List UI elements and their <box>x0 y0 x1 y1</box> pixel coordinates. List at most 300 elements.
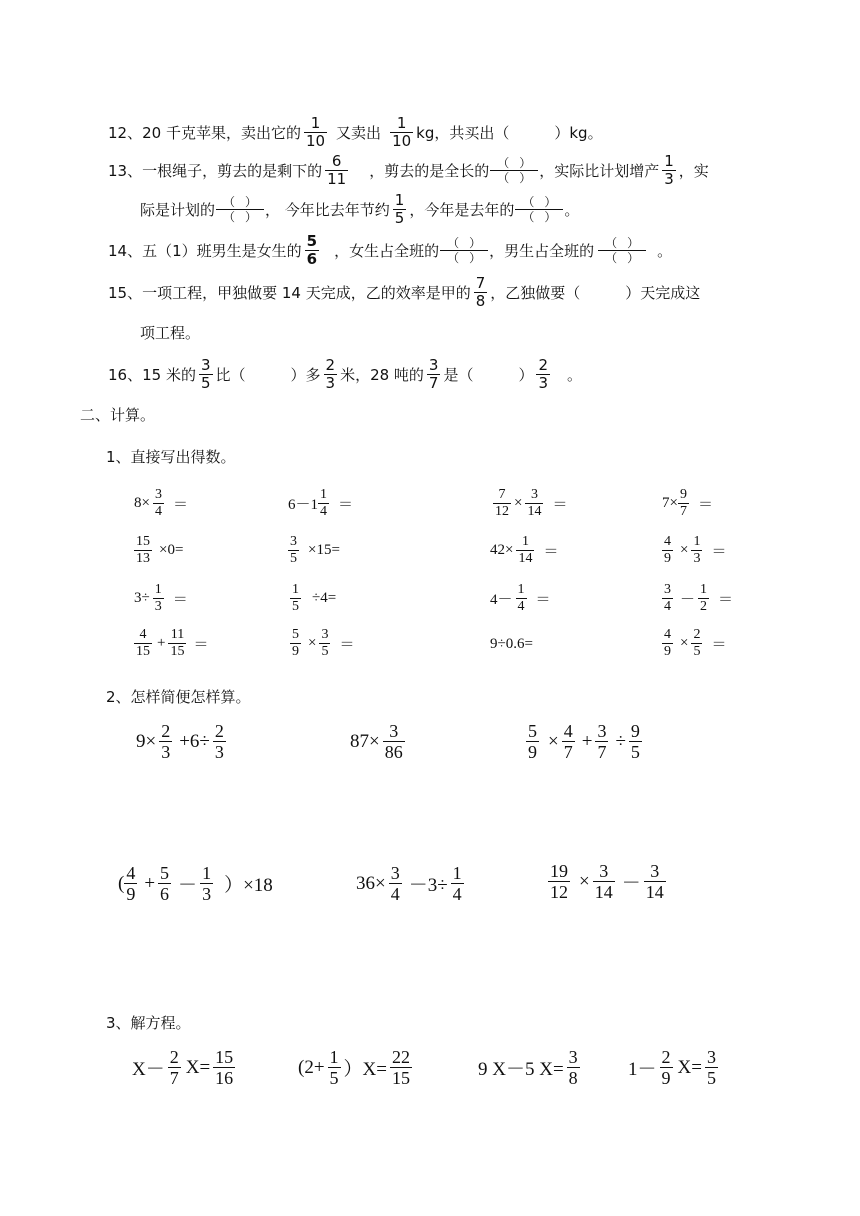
fraction-denominator: 9 <box>664 644 671 659</box>
subheading-equations <box>106 1012 191 1033</box>
math-text: ＝ <box>193 637 209 653</box>
fraction-denominator: 4 <box>664 599 671 614</box>
fraction <box>153 583 164 614</box>
fraction-numerator: 2 <box>693 627 701 642</box>
fraction-denominator: 11 <box>327 170 347 188</box>
section-heading-calc <box>80 404 155 425</box>
direct-item <box>288 535 340 566</box>
fraction-denominator: 5 <box>321 644 329 659</box>
fraction <box>660 1048 673 1087</box>
fraction-numerator: 2 <box>538 356 549 374</box>
fraction <box>200 864 213 903</box>
fraction-numerator: 3 <box>597 721 607 741</box>
fraction-numerator: 19 <box>550 861 568 881</box>
fraction-denominator: 5 <box>706 1068 716 1088</box>
answer-blank-fraction[interactable] <box>517 196 561 223</box>
q12-text-pre: 12、20 千克苹果，卖出它的 <box>108 124 301 142</box>
equation <box>628 1048 721 1087</box>
fraction <box>451 864 464 903</box>
direct-item <box>134 583 188 614</box>
math-text: （ <box>522 210 535 224</box>
fraction-numerator: 7 <box>475 274 486 292</box>
math-text: ） <box>544 195 557 209</box>
fraction-numerator: 9 <box>679 487 687 502</box>
fraction-numerator: 1 <box>396 114 407 132</box>
simplify-expression <box>136 722 229 761</box>
math-text: （ <box>522 195 535 209</box>
math-text: 3÷ <box>134 590 150 606</box>
direct-item <box>290 628 354 659</box>
fraction-numerator: 6 <box>331 152 342 170</box>
answer-blank-fraction[interactable] <box>492 157 536 184</box>
fraction-denominator: 5 <box>394 209 405 227</box>
math-text: 42× <box>490 542 514 558</box>
fraction-denominator: 15 <box>170 644 185 659</box>
question-16 <box>108 358 582 391</box>
fraction <box>213 722 226 761</box>
equation <box>132 1048 238 1087</box>
q13b-text-mid2: ，今年是去年的 <box>409 201 515 219</box>
fraction <box>393 193 407 226</box>
direct-item <box>490 488 567 519</box>
direct-item <box>662 583 733 614</box>
fraction <box>199 358 213 391</box>
fraction-denominator: 6 <box>160 884 170 904</box>
fraction-denominator: 13 <box>136 551 150 566</box>
math-text: （ <box>447 236 460 250</box>
direct-item <box>490 636 533 653</box>
fraction <box>698 583 709 614</box>
fraction-denominator: 15 <box>391 1068 410 1088</box>
fraction <box>390 1048 412 1087</box>
fraction <box>288 535 299 566</box>
simplify-expression <box>356 864 467 903</box>
math-text: + <box>144 872 156 894</box>
fraction-numerator: 2 <box>214 721 224 741</box>
math-text: ）X= <box>343 1059 387 1080</box>
subheading-text: 3、解方程。 <box>106 1014 191 1032</box>
fraction-denominator <box>490 170 538 184</box>
direct-item <box>134 628 208 659</box>
fraction-denominator: 7 <box>169 1068 179 1088</box>
fraction <box>427 358 441 391</box>
answer-blank-fraction[interactable] <box>442 237 486 264</box>
fraction <box>159 722 172 761</box>
fraction-numerator: 3 <box>200 356 211 374</box>
math-text: (2+ <box>298 1056 325 1078</box>
fraction <box>213 1048 235 1087</box>
q13-text-post: ，实 <box>678 162 709 180</box>
fraction-numerator: 3 <box>706 1047 716 1067</box>
fraction-numerator: 1 <box>329 1047 339 1067</box>
math-text: 9 X－5 X= <box>478 1059 564 1080</box>
fraction-denominator: 6 <box>306 250 318 268</box>
math-text: ） <box>245 195 258 209</box>
fraction-denominator: 14 <box>518 551 533 566</box>
q14-text-mid: ，女生占全班的 <box>334 242 440 260</box>
fraction-denominator: 9 <box>126 884 136 904</box>
math-text: 87× <box>350 730 380 752</box>
fraction-numerator <box>520 196 558 209</box>
fraction-denominator: 3 <box>202 884 212 904</box>
fraction <box>526 722 539 761</box>
math-text: （ <box>223 195 236 209</box>
fraction-denominator: 3 <box>693 551 701 566</box>
fraction-numerator: 3 <box>568 1047 578 1067</box>
fraction-numerator <box>603 237 641 250</box>
fraction-numerator <box>495 157 533 170</box>
fraction <box>662 154 676 187</box>
math-text: ＝ <box>172 497 188 513</box>
math-text: ×0= <box>159 542 184 558</box>
fraction-denominator: 4 <box>452 884 462 904</box>
math-text: 9÷0.6= <box>490 636 533 652</box>
math-text: ×15= <box>308 542 340 558</box>
fraction-denominator: 3 <box>214 742 224 762</box>
fraction-denominator: 86 <box>384 742 403 762</box>
fraction-denominator: 5 <box>292 599 299 614</box>
fraction-numerator: 5 <box>306 232 318 250</box>
direct-item <box>134 488 188 519</box>
subheading-simplify <box>106 686 251 707</box>
answer-blank-fraction[interactable] <box>600 237 644 264</box>
fraction <box>662 583 673 614</box>
fraction-denominator: 14 <box>527 504 542 519</box>
q15b-text: 项工程。 <box>140 324 201 342</box>
math-text: 7× <box>662 495 678 511</box>
fraction-numerator: 3 <box>154 487 162 502</box>
question-15-line1 <box>108 276 700 309</box>
fraction <box>134 628 152 659</box>
fraction <box>516 583 527 614</box>
fraction-denominator <box>440 250 488 264</box>
fraction <box>134 535 152 566</box>
fraction <box>319 628 330 659</box>
math-text: ） <box>544 210 557 224</box>
math-text: ÷4= <box>312 590 337 606</box>
fraction-denominator: 9 <box>528 742 537 762</box>
fraction-numerator: 4 <box>126 863 136 883</box>
fraction <box>390 116 413 149</box>
fraction <box>525 488 543 519</box>
fraction <box>705 1048 718 1087</box>
fraction-denominator: 2 <box>700 599 708 614</box>
fraction <box>325 154 348 187</box>
section-title: 二、计算。 <box>80 406 156 424</box>
math-text: × <box>680 635 689 651</box>
fraction-numerator: 1 <box>310 114 321 132</box>
q16-text-mid: 比（ ）多 <box>215 366 321 384</box>
fraction-denominator: 7 <box>597 742 607 762</box>
math-text: ÷ <box>615 730 626 752</box>
fraction-denominator: 3 <box>664 170 674 188</box>
math-text: ＝ <box>711 637 727 653</box>
fraction-numerator: 9 <box>630 721 640 741</box>
fraction-numerator: 4 <box>563 721 573 741</box>
fraction-denominator <box>598 250 646 264</box>
fraction-numerator: 3 <box>321 627 329 642</box>
math-text: （ <box>605 251 618 265</box>
fraction-numerator: 2 <box>169 1047 179 1067</box>
fraction-numerator: 2 <box>325 356 336 374</box>
fraction-denominator: 7 <box>428 374 439 392</box>
fraction <box>678 488 689 519</box>
math-text: ＝ <box>338 497 354 513</box>
fraction-denominator <box>515 209 563 223</box>
fraction-numerator: 2 <box>161 721 171 741</box>
fraction-numerator: 5 <box>528 721 537 741</box>
fraction-numerator: 1 <box>452 863 462 883</box>
math-text: × <box>514 495 523 511</box>
fraction-denominator: 14 <box>645 882 664 902</box>
q16-text-pre: 16、15 米的 <box>108 366 196 384</box>
q13-text-mid2: ，实际比计划增产 <box>539 162 660 180</box>
q15-text-pre: 15、一项工程，甲独做要 14 天完成，乙的效率是甲的 <box>108 284 471 302</box>
fraction-numerator: 1 <box>202 863 212 883</box>
fraction-denominator: 15 <box>136 644 150 659</box>
fraction <box>516 535 534 566</box>
fraction-denominator: 3 <box>161 742 171 762</box>
fraction <box>305 234 319 267</box>
fraction-numerator: 22 <box>391 1047 410 1067</box>
math-text: + <box>157 635 166 651</box>
q14-text-mid2: ，男生占全班的 <box>489 242 595 260</box>
math-text: ） <box>519 156 532 170</box>
fraction-numerator: 3 <box>390 863 400 883</box>
math-text: －3÷ <box>408 875 448 896</box>
math-text: － <box>621 873 641 894</box>
math-text: （ <box>223 210 236 224</box>
fraction-numerator: 1 <box>394 191 405 209</box>
math-text: ） <box>469 251 482 265</box>
fraction-denominator: 16 <box>215 1068 234 1088</box>
fraction-denominator <box>216 209 264 223</box>
math-text: 36× <box>356 872 386 894</box>
fraction-numerator: 4 <box>139 627 147 642</box>
fraction-numerator: 3 <box>650 861 660 881</box>
fraction <box>536 358 550 391</box>
math-text: ） <box>469 236 482 250</box>
fraction-numerator: 1 <box>664 152 674 170</box>
fraction <box>389 864 402 903</box>
fraction-numerator: 1 <box>292 582 299 597</box>
q14-text-pre: 14、五（1）班男生是女生的 <box>108 242 302 260</box>
math-text: （ <box>497 171 510 185</box>
math-text: ＝ <box>543 544 559 560</box>
fraction <box>383 722 405 761</box>
fraction <box>290 583 301 614</box>
q12-text-mid: 又卖出 <box>336 124 382 142</box>
fraction-denominator: 7 <box>679 504 687 519</box>
q13-text-mid: ，剪去的是全长的 <box>369 162 490 180</box>
question-14 <box>108 234 672 267</box>
fraction-denominator: 5 <box>290 551 297 566</box>
fraction-denominator: 5 <box>630 742 640 762</box>
math-text: 1－ <box>628 1059 657 1080</box>
fraction-numerator: 5 <box>160 863 170 883</box>
fraction-numerator: 1 <box>517 582 525 597</box>
fraction-denominator: 5 <box>693 644 701 659</box>
q13-text-pre: 13、一根绳子，剪去的是剩下的 <box>108 162 323 180</box>
fraction-denominator: 8 <box>475 292 486 310</box>
math-text: ＝ <box>339 637 355 653</box>
math-text: 9× <box>136 730 157 752</box>
fraction <box>662 535 673 566</box>
direct-item <box>288 488 353 519</box>
fraction-numerator: 1 <box>693 534 701 549</box>
math-text: ＝ <box>718 592 734 608</box>
fraction <box>548 862 570 901</box>
math-text: 8× <box>134 495 150 511</box>
fraction <box>153 488 164 519</box>
fraction-numerator: 3 <box>389 721 399 741</box>
fraction-numerator: 2 <box>661 1047 671 1067</box>
question-13-line2 <box>140 193 579 226</box>
math-text: × <box>680 542 689 558</box>
math-text: ＝ <box>711 544 727 560</box>
fraction <box>595 722 608 761</box>
direct-item <box>290 583 336 614</box>
fraction-numerator: 15 <box>215 1047 234 1067</box>
q14-text-post: 。 <box>657 242 673 260</box>
fraction-numerator <box>445 237 483 250</box>
math-text: ） <box>627 251 640 265</box>
fraction <box>158 864 171 903</box>
answer-blank-fraction[interactable] <box>218 196 262 223</box>
fraction-numerator: 3 <box>664 582 671 597</box>
subheading-text: 2、怎样简便怎样算。 <box>106 688 251 706</box>
math-text: （ <box>497 156 510 170</box>
direct-item <box>662 535 726 566</box>
fraction-denominator: 12 <box>495 504 509 519</box>
fraction-denominator: 7 <box>563 742 573 762</box>
q13b-text-pre: 际是计划的 <box>140 201 216 219</box>
fraction-denominator: 3 <box>154 599 162 614</box>
math-text: ） <box>519 171 532 185</box>
math-text: ） <box>627 236 640 250</box>
fraction-numerator: 7 <box>498 487 506 502</box>
fraction-numerator: 3 <box>290 534 297 549</box>
q16-text-post: 。 <box>567 366 583 384</box>
fraction-numerator: 4 <box>664 534 671 549</box>
q13b-text-mid: ， 今年比去年节约 <box>265 201 390 219</box>
math-text: X= <box>185 1056 211 1078</box>
fraction-numerator: 3 <box>530 487 538 502</box>
subheading-direct <box>106 446 236 467</box>
simplify-expression <box>350 722 408 761</box>
math-text: （ <box>447 251 460 265</box>
fraction-denominator: 9 <box>661 1068 671 1088</box>
q16-text-mid2: 米，28 吨的 <box>340 366 424 384</box>
equation <box>298 1048 415 1087</box>
fraction <box>324 358 338 391</box>
fraction-denominator: 3 <box>325 374 336 392</box>
math-text: +6÷ <box>179 730 210 752</box>
math-text: ）×18 <box>224 875 273 896</box>
fraction-denominator: 9 <box>664 551 671 566</box>
direct-item <box>490 535 558 566</box>
fraction-denominator: 5 <box>329 1068 339 1088</box>
math-text: X－ <box>132 1059 165 1080</box>
fraction-denominator: 10 <box>392 132 412 150</box>
simplify-expression <box>548 862 669 901</box>
fraction <box>493 488 511 519</box>
equation <box>478 1048 583 1087</box>
fraction <box>168 628 186 659</box>
math-text: ＝ <box>172 592 188 608</box>
fraction <box>474 276 488 309</box>
fraction-numerator <box>221 196 259 209</box>
math-text: X= <box>677 1056 702 1078</box>
fraction <box>328 1048 341 1087</box>
fraction-denominator: 4 <box>154 504 162 519</box>
question-15-line2 <box>140 322 200 343</box>
math-text: + <box>581 730 593 752</box>
fraction-numerator: 4 <box>664 627 671 642</box>
q15-text-post: ，乙独做要（ ）天完成这 <box>490 284 701 302</box>
fraction-numerator: 1 <box>320 487 328 502</box>
math-text: ( <box>118 872 125 894</box>
fraction-denominator: 9 <box>292 644 299 659</box>
subheading-text: 1、直接写出得数。 <box>106 448 236 466</box>
fraction <box>567 1048 580 1087</box>
question-12 <box>108 116 603 149</box>
simplify-expression <box>526 722 645 761</box>
simplify-expression <box>118 864 273 903</box>
fraction-numerator: 5 <box>292 627 299 642</box>
fraction <box>629 722 642 761</box>
fraction-numerator: 1 <box>700 582 708 597</box>
fraction-denominator: 8 <box>568 1068 578 1088</box>
math-text: ＝ <box>535 592 551 608</box>
direct-item <box>662 488 713 519</box>
fraction-denominator: 4 <box>517 599 525 614</box>
math-text: × <box>579 870 590 892</box>
q12-text-post: kg，共买出（ ）kg。 <box>416 124 603 142</box>
fraction-numerator: 1 <box>521 534 529 549</box>
fraction-numerator: 3 <box>599 861 609 881</box>
math-text: － <box>178 875 198 896</box>
fraction-numerator: 11 <box>170 627 185 642</box>
fraction-denominator: 4 <box>390 884 400 904</box>
direct-item <box>490 583 551 614</box>
math-text: × <box>548 730 559 752</box>
direct-item <box>134 535 183 566</box>
q13b-text-post: 。 <box>564 201 580 219</box>
fraction-numerator: 3 <box>428 356 439 374</box>
math-text: ＝ <box>552 497 568 513</box>
direct-item <box>662 628 726 659</box>
question-13-line1 <box>108 154 709 187</box>
fraction-denominator: 4 <box>320 504 328 519</box>
fraction <box>124 864 137 903</box>
fraction-denominator: 10 <box>305 132 326 150</box>
fraction <box>168 1048 181 1087</box>
fraction <box>662 628 673 659</box>
fraction <box>593 862 615 901</box>
math-text: × <box>308 635 317 651</box>
fraction-denominator: 14 <box>594 882 613 902</box>
fraction <box>562 722 575 761</box>
math-text: ＝ <box>697 497 713 513</box>
math-text: 4－ <box>490 592 513 608</box>
math-text: 6－1 <box>288 497 319 513</box>
fraction <box>304 116 327 149</box>
fraction-denominator: 3 <box>538 374 549 392</box>
math-text: － <box>680 592 696 608</box>
fraction <box>691 535 702 566</box>
q16-text-mid3: 是（ ） <box>443 366 534 384</box>
